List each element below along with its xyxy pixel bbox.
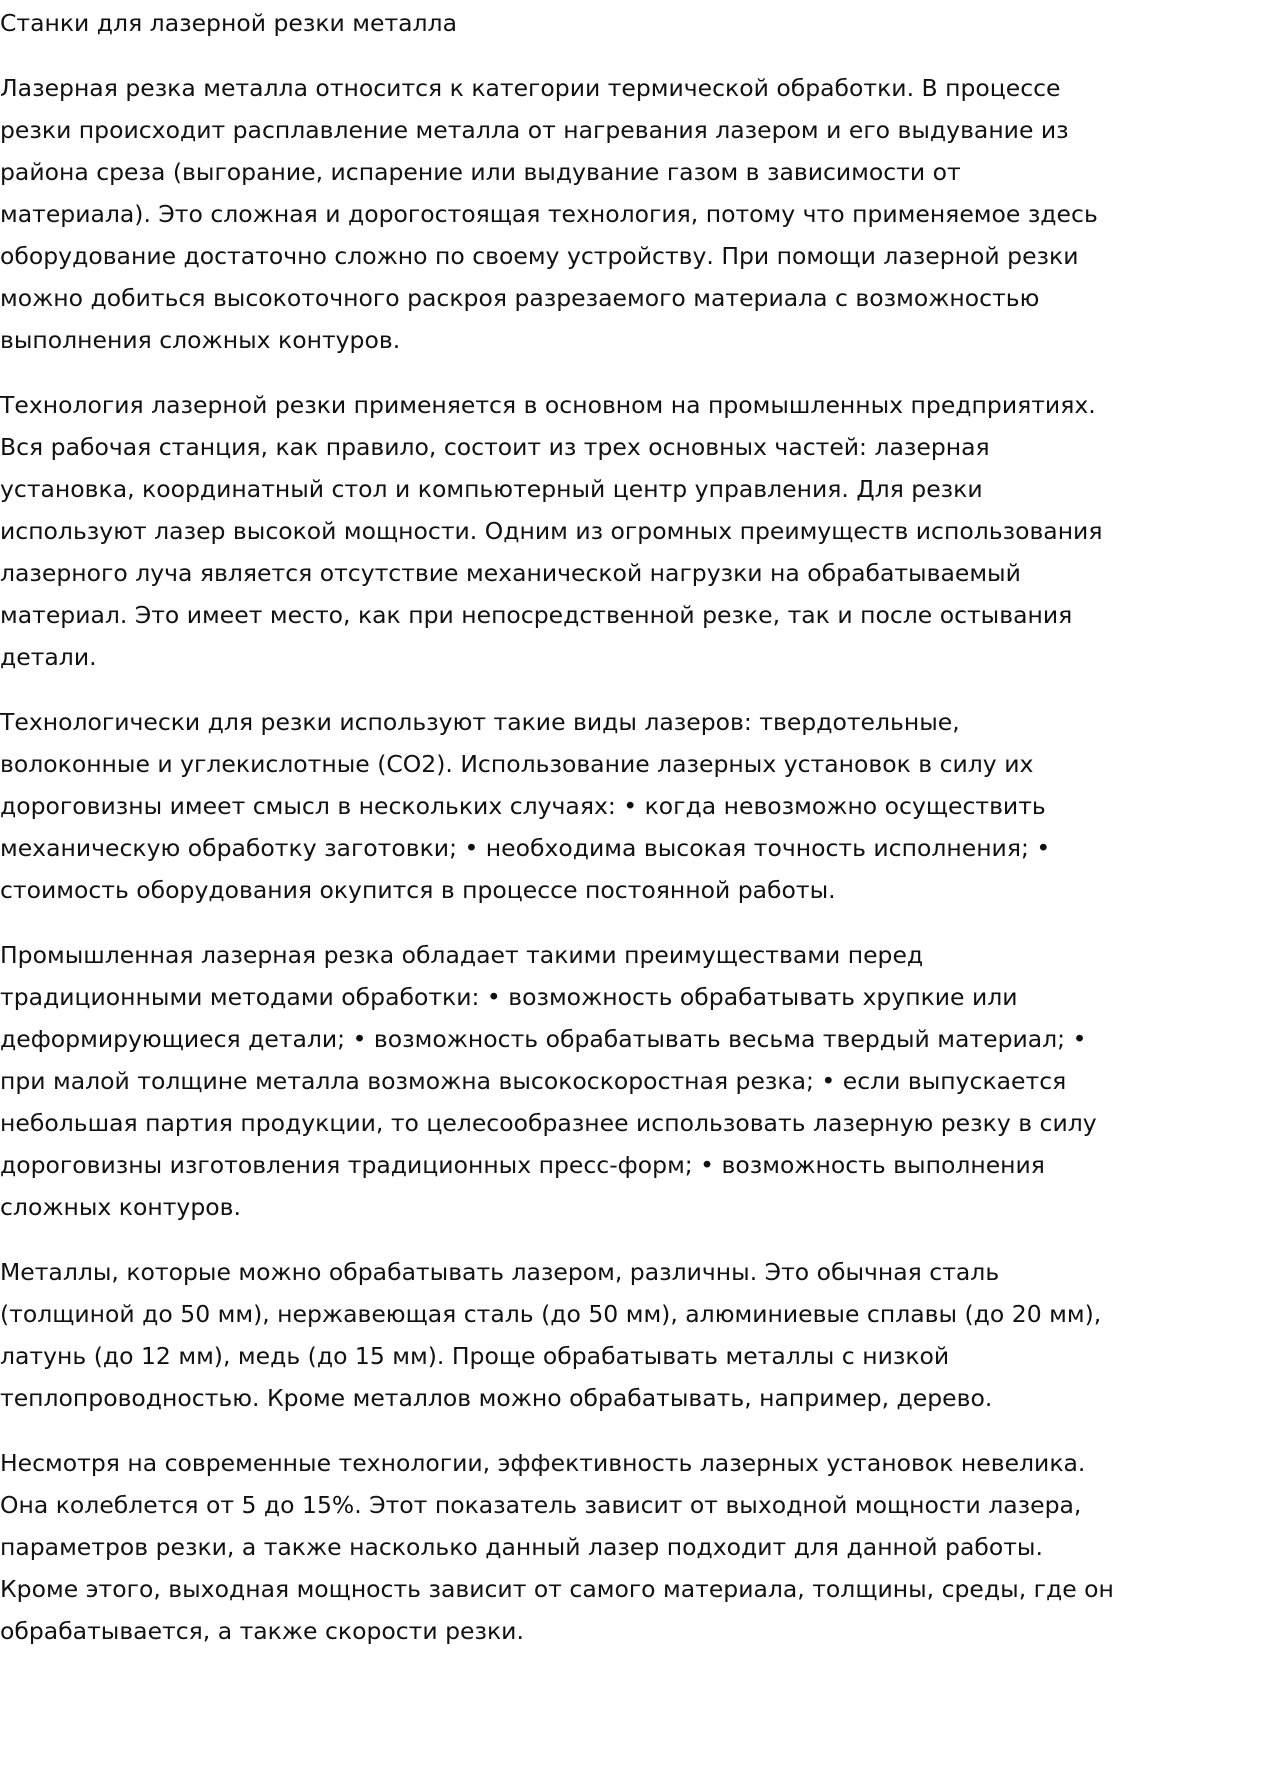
paragraph-intro: Лазерная резка металла относится к категории термической обработки. В процессе резки происходит расплавление металла от нагревания лазером и его выдувание из района среза (выгорание, испарение или выдувание газом в зависимости от материала). Это сложная и дорогостоящая технология, потому что применяемое здесь оборудование достаточно сложно по своему устройству. При помощи лазерной резки можно добиться высокоточного раскроя разрезаемого материала с возможностью выполнения сложных контуров. <box>0 74 1098 354</box>
paragraph-advantages: Промышленная лазерная резка обладает такими преимуществами перед традиционными методами обработки: • возможность обрабатывать хрупкие или деформирующиеся детали; • возможность обрабатывать весьма твердый материал; • при малой толщине металла возможна высокоскоростная резка; • если выпускается небольшая партия продукции, то целесообразнее использовать лазерную резку в силу дороговизны изготовления традиционных пресс-форм; • возможность выполнения сложных контуров. <box>0 941 1097 1221</box>
page-title: Станки для лазерной резки металла <box>0 9 457 37</box>
paragraph-metals: Металлы, которые можно обрабатывать лазером, различны. Это обычная сталь (толщиной до 50 мм), нержавеющая сталь (до 50 мм), алюминиевые сплавы (до 20 мм), латунь (до 12 мм), медь (до 15 мм). Проще обрабатывать металлы с низкой теплопроводностью. Кроме металлов можно обрабатывать, например, дерево. <box>0 1258 1102 1412</box>
paragraph-technology: Технология лазерной резки применяется в основном на промышленных предприятиях. Вся рабочая станция, как правило, состоит из трех основных частей: лазерная установка, координатный стол и компьютерный центр управления. Для резки используют лазер высокой мощности. Одним из огромных преимуществ использования лазерного луча является отсутствие механической нагрузки на обрабатываемый материал. Это имеет место, как при непосредственной резке, так и после остывания детали. <box>0 391 1103 671</box>
paragraph-efficiency: Несмотря на современные технологии, эффективность лазерных установок невелика. Она колеблется от 5 до 15%. Этот показатель зависит от выходной мощности лазера, параметров резки, а также насколько данный лазер подходит для данной работы. Кроме этого, выходная мощность зависит от самого материала, толщины, среды, где он обрабатывается, а также скорости резки. <box>0 1449 1114 1645</box>
paragraph-laser-types: Технологически для резки используют такие виды лазеров: твердотельные, волоконные и углекислотные (CO2). Использование лазерных установок в силу их дороговизны имеет смысл в нескольких случаях: • когда невозможно осуществить механическую обработку заготовки; • необходима высокая точность исполнения; • стоимость оборудования окупится в процессе постоянной работы. <box>0 708 1051 904</box>
